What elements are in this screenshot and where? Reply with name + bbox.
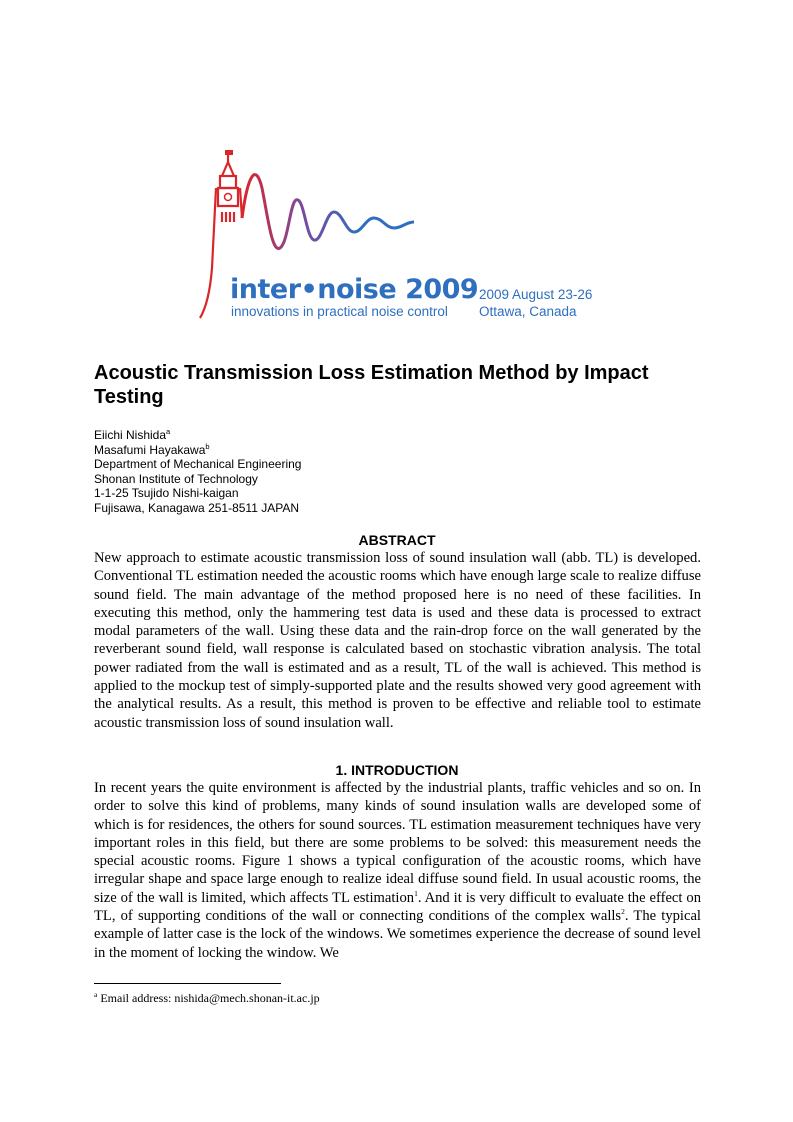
- sound-wave-icon: [242, 175, 414, 249]
- author-name: Eiichi Nishida$^a$: [94, 427, 171, 442]
- footnote-text: Email address: nishida@mech.shonan-it.ac.jp: [97, 991, 320, 1005]
- conference-date: 2009 August 23-26: [479, 287, 593, 302]
- abstract-heading: ABSTRACT: [358, 532, 436, 548]
- footnote-rule: [94, 983, 281, 984]
- affiliation-line: Shonan Institute of Technology: [94, 471, 258, 486]
- conference-tagline: innovations in practical noise control: [231, 304, 448, 319]
- conference-logo: [196, 148, 606, 323]
- author-block: [94, 428, 494, 516]
- author-mark: a: [166, 427, 171, 436]
- footnote-mark: a: [94, 990, 98, 999]
- introduction-text: In recent years the quite environment is affected by the industrial plants, traffic vehicles and so on. In order to solve this kind of problems, many kinds of sound insulation walls are developed some of which is for residences, the others for sound sources. TL estimation measurement techniques have very important roles in this field, but there are some problems to be solved: this measurement needs the special acoustic rooms. Figure 1 shows a typical configuration of the acoustic rooms, which have irregular shape and space large enough to realize ideal diffuse sound field. In usual acoustic rooms, the size of the wall is limited, which affects TL estimation$^1$. And it is very difficult to evaluate the effect on TL, of supporting conditions of the wall or connecting conditions of the complex walls$^2$. The typical example of latter case is the lock of the windows. We sometimes experience the decrease of sound level in the moment of locking the window. We: [94, 780, 701, 961]
- abstract-text: New approach to estimate acoustic transmission loss of sound insulation wall (abb. TL) is developed. Conventional TL estimation needed the acoustic rooms which have enough large scale to realize diffuse sound field. The main advantage of the method proposed here is no need of these facilities. In executing this method, only the hammering test data is used and these data is processed to extract modal parameters of the wall. Using these data and the rain-drop force on the wall generated by the reverberant sound field, wall response is calculated based on stochastic vibration analysis. The total power radiated from the wall is estimated and as a result, TL of the wall is achieved. This method is applied to the mockup test of simply-supported plate and the results showed very good agreement with the analytical results. As a result, this method is proven to be effective and reliable tool to estimate acoustic transmission loss of sound insulation wall.: [94, 550, 701, 731]
- affiliation-line: Department of Mechanical Engineering: [94, 457, 302, 472]
- conference-place: Ottawa, Canada: [479, 304, 577, 319]
- affiliation-line: Fujisawa, Kanagawa 251-8511 JAPAN: [94, 500, 300, 515]
- footnote: [94, 991, 320, 1005]
- author-name: Masafumi Hayakawa$^b$: [94, 441, 210, 457]
- conference-name: inter•noise 2009: [230, 274, 479, 305]
- paper-title: Acoustic Transmission Loss Estimation Method by Impact Testing: [94, 362, 649, 408]
- reference-mark: 1: [414, 888, 418, 898]
- author-mark: b: [205, 441, 210, 451]
- affiliation-line: 1-1-25 Tsujido Nishi-kaigan: [94, 486, 239, 501]
- reference-mark: 2: [621, 907, 625, 917]
- introduction-heading: 1. INTRODUCTION: [335, 762, 459, 778]
